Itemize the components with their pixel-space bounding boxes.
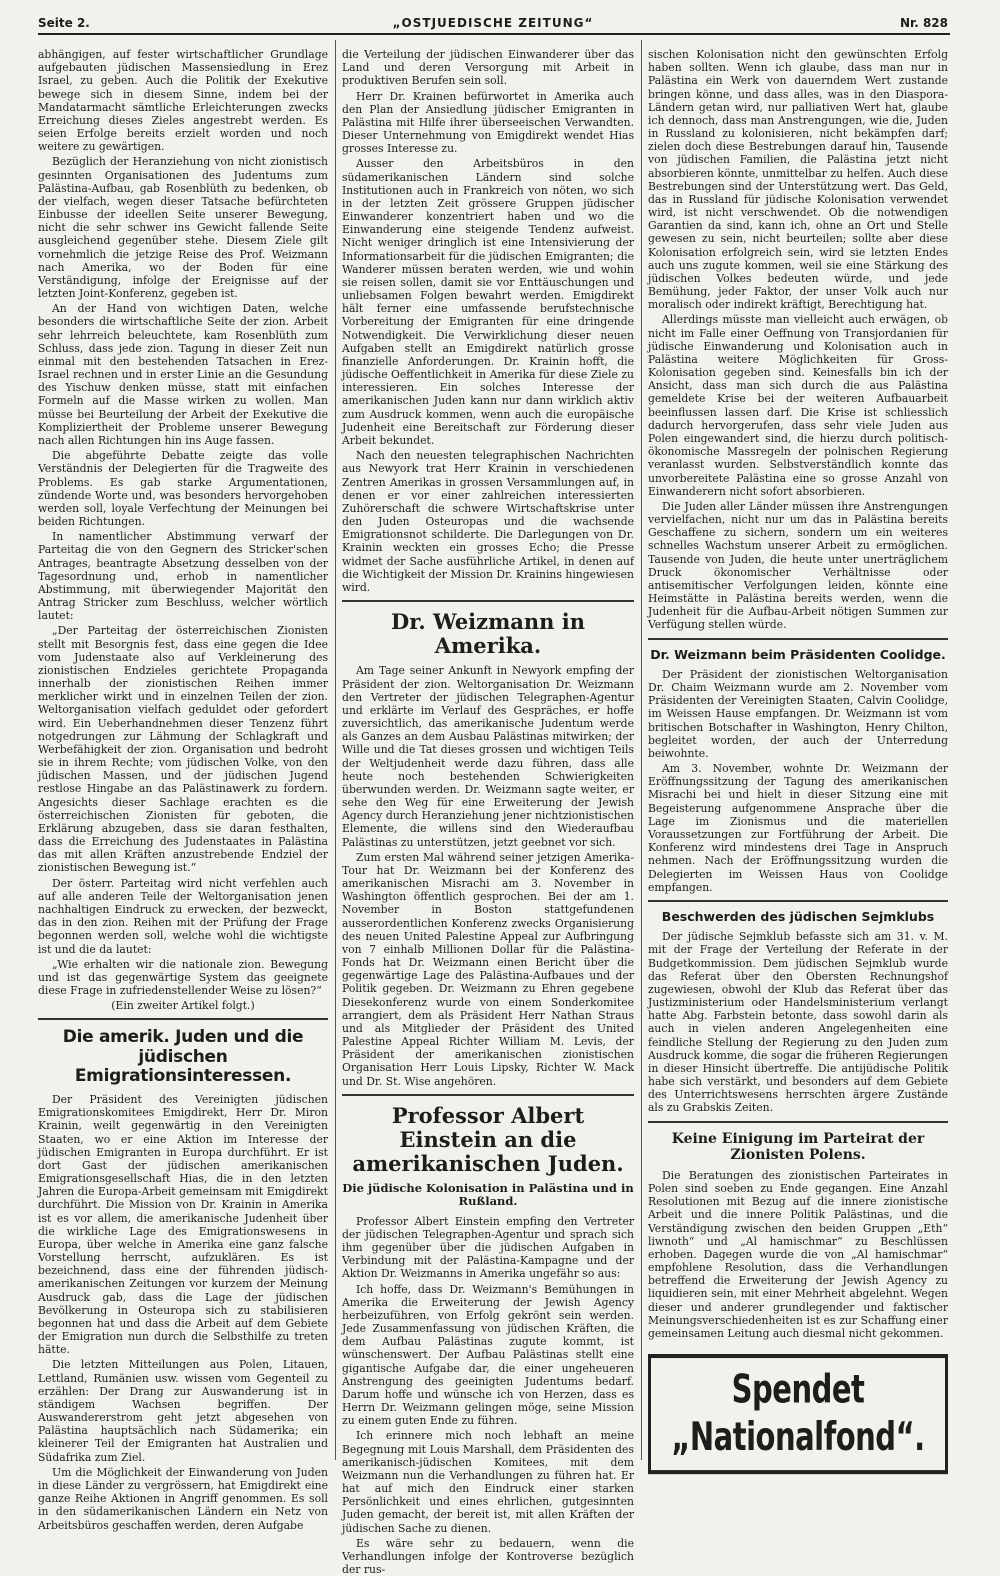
column-1 [38, 48, 328, 1532]
subheadline-einstein: Die jüdische Kolonisation in Palästina und in Rußland. [342, 1181, 634, 1209]
article-separator [648, 638, 948, 640]
article-text: Bezüglich der Heranziehung von nicht zionistisch gesinnten Organisationen des Judentums zum Palästina-Aufbau, gab Rosenblüth zu bedenken, ob der vielfach, wegen dieser Tatsache befürchteten Einbusse der ideellen Seite unserer Bewegung, nicht die sehr schwer ins Gewicht fallende Seite ausgleichend gegenüber stehe. Diesem Ziele gilt vornehmlich die jetzige Reise des Prof. Weizmann nach Amerika, wo der Boden für eine Verständigung, infolge der Ereignisse auf der letzten Joint-Konferenz, gegeben ist. [38, 155, 328, 301]
issue-number: Nr. 828 [899, 16, 948, 30]
article-text: Ich erinnere mich noch lebhaft an meine Begegnung mit Louis Marshall, dem Präsidenten des amerikanisch-jüdischen Komitees, mit dem Weizmann nun die Verhandlungen zu führen hat. Er hat auf mich den Eindruck einer starken Persönlichkeit und eines ehrlichen, gutgesinnten Juden gemacht, der bereit ist, mit allen Kräften der jüdischen Sache zu dienen. [342, 1429, 634, 1535]
article-separator [342, 600, 634, 602]
article-text: Allerdings müsste man vielleicht auch erwägen, ob nicht im Falle einer Oeffnung von Transjordanien für jüdische Einwanderung und Kolonisation auch in Palästina weitere Möglichkeiten für Gross-Kolonisation gegeben sind. Keinesfalls bin ich der Ansicht, dass man sich durch die aus Palästina gemeldete Krise bei der weiteren Aufbauarbeit beeinflussen lassen darf. Die Krise ist schliesslich dadurch hervorgerufen, dass sehr viele Juden aus Polen eingewandert sind, die hierzu durch politisch-ökonomische Massregeln der polnischen Regierung veranlasst wurden. Selbstverständlich konnte das unvorbereitete Palästina eine so grosse Anzahl von Einwanderern nicht sofort absorbieren. [648, 313, 948, 498]
column-2 [342, 48, 634, 1576]
headline-parteirat: Keine Einigung im Parteirat der Zionisten Polens. [671, 1130, 925, 1163]
header-rule [38, 33, 950, 35]
article-separator [648, 1121, 948, 1123]
article-text: Die Beratungen des zionistischen Parteirates in Polen sind soeben zu Ende gegangen. Eine Anzahl Resolutionen mit Bezug auf die innere zionistische Arbeit und die innere Politik Palästinas, und die Verständigung zwischen den beiden Gruppen „Eth“ liwnoth“ und „Al hamischmar“ zu Beschlüssen erhoben. Dagegen wurde die von „Al hamischmar“ empfohlene Resolution, dass die Verhandlungen betreffend die Erweiterung der Jewish Agency zu liquidieren sein, mit einer Mehrheit abgelehnt. Wegen dieser und anderer grundlegender und faktischer Meinungsverschiedenheiten ist es zur Schaffung einer gemeinsamen Leitung auch diesmal nicht gekommen. [648, 1168, 948, 1340]
article-text: Nach den neuesten telegraphischen Nachrichten aus Newyork trat Herr Krainin in verschiedenen Zentren Amerikas in grossen Versammlungen auf, in denen er vor einer zahlreichen interessierten Zuhörerschaft die schwere Wirtschaftskrise unter den Juden Osteuropas und die wachsende Emigrationsnot schilderte. Die Darlegungen von Dr. Krainin weckten ein grosses Echo; die Presse widmet der Sache ausführliche Artikel, in denen auf die Wichtigkeit der Mission Dr. Krainins hingewiesen wird. [342, 449, 634, 594]
article-text: Professor Albert Einstein empfing den Vertreter der jüdischen Telegraphen-Agentur und sprach sich ihm gegenüber über die jüdischen Aufgaben in Verbindung mit der Palästina-Kampagne und der Aktion Dr. Weizmanns in Amerika ungefähr so aus: [342, 1214, 634, 1281]
article-text: die Verteilung der jüdischen Einwanderer über das Land und deren Versorgung mit Arbeit in produktiven Berufen sein soll. [342, 48, 634, 88]
article-text: Die abgeführte Debatte zeigte das volle Verständnis der Delegierten für die Tragweite des Problems. Es gab starke Argumentationen, zündende Worte und, was besonders hervorgehoben werden soll, loyale Verfechtung der Meinungen bei beiden Richtungen. [38, 449, 328, 529]
newspaper-title: „OSTJUEDISCHE ZEITUNG“ [392, 16, 594, 30]
article-text: Die letzten Mitteilungen aus Polen, Litauen, Lettland, Rumänien usw. wissen vom Gegenteil zu erzählen: Der Drang zur Auswanderung ist in ständigem Wachsen begriffen. Der Auswandererstrom geht jetzt abgesehen von Palästina hauptsächlich nach Südamerika; ein kleinerer Teil der Emigranten hat Australien und Südafrika zum Ziel. [38, 1358, 328, 1464]
headline-weizmann-amerika: Dr. Weizmann in Amerika. [390, 609, 586, 659]
article-text: Der jüdische Sejmklub befasste sich am 31. v. M. mit der Frage der Verteilung der Referate in der Budgetkommission. Dem jüdischen Sejmklub wurde das Referat über den Obersten Rechnungshof zugewiesen, obwohl der Klub das Referat über das Justizministerium oder Handelsministerium verlangt hatte Abg. Farbstein betonte, dass sowohl darin als auch in vielen anderen Angelegenheiten eine feindliche Stellung der Regierung zu den Juden zum Ausdruck komme, die sogar die früheren Regierungen in dieser Hinsicht übertreffe. Die antijüdische Politik habe sich verstärkt, und besonders auf dem Gebiete des Unterrichtswesens herrschten ärgere Zustände als zu Grabskis Zeiten. [648, 930, 948, 1115]
article-separator [38, 1018, 328, 1020]
article-text: Ausser den Arbeitsbüros in den südamerikanischen Ländern sind solche Institutionen auch in Frankreich von nöten, wo sich in der letzten Zeit grössere Gruppen jüdischer Einwanderer konzentriert haben und wo die Einwanderung eine steigende Tendenz aufweist. Nicht weniger dringlich ist eine Intensivierung der Informationsarbeit für die jüdischen Emigranten; die Wanderer müssen beraten werden, wie und wohin sie reisen sollen, damit sie vor Enttäuschungen und unliebsamen Folgen bewahrt werden. Emigdirekt hält ferner eine umfassende berufstechnische Vorbereitung der Emigranten für eine dringende Notwendigkeit. Die Verwirklichung dieser neuen Aufgaben stellt an Emigdirekt natürlich grosse finanzielle Anforderungen. Dr. Krainin hofft, die jüdische Oeffentlichkeit in Amerika für diese Ziele zu interessieren. Ein solches Interesse der amerikanischen Juden kann nur dann wirklich aktiv zum Ausdruck kommen, wenn auch die europäische Judenheit eine Bereitschaft zur Förderung dieser Arbeit bekundet. [342, 157, 634, 447]
article-text: Ich hoffe, dass Dr. Weizmann's Bemühungen in Amerika die Erweiterung der Jewish Agency herbeizuführen, von Erfolg gekrönt sein werden. Jede Zusammenfassung von jüdischen Kräften, die dem Aufbau Palästinas zugute kommt, ist wünschenswert. Der Aufbau Palästinas stellt eine gigantische Aufgabe dar, die einer ungeheueren Anstrengung des geeinigten Judentums bedarf. Darum hoffe und wünsche ich von Herzen, dass es Herrn Dr. Weizmann gelingen möge, seine Mission zu einem guten Ende zu führen. [342, 1282, 634, 1428]
page-header [38, 16, 948, 34]
article-text: Der Präsident des Vereinigten jüdischen Emigrationskomitees Emigdirekt, Herr Dr. Miron Krainin, weilt gegenwärtig in den Vereinigten Staaten, wo er eine Aktion im Interesse der jüdischen Emigranten in Europa durchführt. Er ist dort Gast der jüdischen amerikanischen Emigrationsgesellschaft Hias, die in den letzten Jahren die Europa-Arbeit gemeinsam mit Emigdirekt durchführt. Die Mission von Dr. Krainin in Amerika ist es vor allem, die amerikanische Judenheit über die wirkliche Lage des Emigrationswesens in Europa, über welche in Amerika eine ganz falsche Vorstellung herrscht, aufzuklären. Es ist bezeichnend, dass eine der führenden jüdisch-amerikanischen Zeitungen vor kurzem der Meinung Ausdruck gab, dass die Lage der jüdischen Bevölkerung in Osteuropa sich zu stabilisieren begonnen hat und dass die Arbeit auf dem Gebiete der Emigration nun durch die Selbsthilfe zu treten hätte. [38, 1093, 328, 1357]
headline-coolidge: Dr. Weizmann beim Präsidenten Coolidge. [650, 646, 946, 662]
article-text: Der Präsident der zionistischen Weltorganisation Dr. Chaim Weizmann wurde am 2. November vom Präsidenten der Vereinigten Staaten, Calvin Coolidge, im Weissen Hause empfangen. Dr. Weizmann ist vom britischen Botschafter in Washington, Henry Chilton, begleitet worden, der auch der Unterredung beiwohnte. [648, 667, 948, 760]
column-divider-2 [641, 40, 642, 1460]
nationalfond-advertisement: Spendet „Nationalfond“. [648, 1354, 948, 1474]
article-text: abhängigen, auf fester wirtschaftlicher Grundlage aufgebauten jüdischen Massensiedlung in Erez Israel, zu geben. Auch die Politik der Exekutive bewege sich in diesem Sinne, indem bei der Mandatarmacht sämtliche Erleichterungen zwecks Erreichung dieses Zieles angestrebt werden. Es seien Erfolge bereits erzielt worden und noch weitere zu gewärtigen. [38, 48, 328, 154]
resolution-quote: „Der Parteitag der österreichischen Zionisten stellt mit Besorgnis fest, dass eine gegen die Idee vom Judenstaate also auf Verkleinerung des zionistischen Endzieles gerichtete Propaganda innerhalb der zionistischen Reihen immer merklicher wirkt und in einzelnen Teilen der zion. Weltorganisation vielfach geduldet oder gefordert wird. Ein Ueberhandnehmen dieser Tenzenz führt notgedrungen zur Lähmung der Schlagkraft und Werbefähigkeit der zion. Organisation und bedroht sie in ihrem Rechte; vom jüdischen Volke, von den jüdischen Massen, und der jüdischen Jugend restlose Hingabe an das Palästinawerk zu fordern. Angesichts dieser Sachlage erachten es die österreichischen Zionisten für geboten, die Erklärung abzugeben, dass sie daran festhalten, dass die Erreichung des Judenstaates in Palästina das mit allen Kräften anzustrebende Endziel der zionistischen Bewegung ist.“ [38, 624, 328, 875]
headline-emigration: Die amerik. Juden und die jüdischen Emigrationsinteressen. [62, 1027, 304, 1087]
column-3 [648, 48, 948, 1458]
article-text: Es wäre sehr zu bedauern, wenn die Verhandlungen infolge der Kontroverse bezüglich der rus- [342, 1536, 634, 1576]
article-text: An der Hand von wichtigen Daten, welche besonders die wirtschaftliche Seite der zion. Arbeit sehr lehrreich beleuchtete, kam Rosenblüth zum Schluss, dass jede zion. Tagung in dieser Zeit nun einmal mit den bestehenden Tatsachen in Erez-Israel rechnen und in erster Linie an die Gesundung des Yischuw denken müsse, statt mit einfachen Formeln auf die Masse wirken zu wollen. Man müsse bei Beurteilung der Arbeit der Exekutive die Kompliziertheit der Probleme unserer Bewegung nach allen Richtungen hin ins Auge fassen. [38, 302, 328, 447]
article-text: Um die Möglichkeit der Einwanderung von Juden in diese Länder zu vergrössern, hat Emigdirekt eine ganze Reihe Aktionen in Angriff genommen. Es soll in den südamerikanischen Ländern ein Netz von Arbeitsbüros geschaffen werden, deren Aufgabe [38, 1465, 328, 1532]
article-text: Der österr. Parteitag wird nicht verfehlen auch auf alle anderen Teile der Weltorganisation jenen nachhaltigen Eindruck zu erwecken, der bezweckt, das in den zion. Reihen mit der Prüfung der Frage begonnen werden soll, welche wohl die wichtigste ist und die da lautet: [38, 876, 328, 956]
headline-sejmklub: Beschwerden des jüdischen Sejmklubs [661, 908, 935, 924]
article-text: Am Tage seiner Ankunft in Newyork empfing der Präsident der zion. Weltorganisation Dr. Weizmann den Vertreter der jüdischen Telegraphen-Agentur und erklärte im Verlauf des Gespräches, er hoffe zuversichtlich, das amerikanische Judentum werde als Ganzes an dem Ausbau Palästinas mitwirken; der Wille und die Tat dieses grossen und wichtigen Teils der Weltjudenheit werde dazu führen, dass alle heute noch bestehenden Schwierigkeiten überwunden werden. Dr. Weizmann sagte weiter, er sehe den Weg für eine Erweiterung der Jewish Agency durch Heranziehung jener nichtzionistischen Elemente, die willens sind den Wiederaufbau Palästinas zu unterstützen, jetzt geebnet vor sich. [342, 664, 634, 849]
article-text: Am 3. November, wohnte Dr. Weizmann der Eröffnungssitzung der Tagung des amerikanischen Misrachi bei und hielt in dieser Sitzung eine mit Begeisterung aufgenommene Ansprache über die Lage im Zionismus und die materiellen Voraussetzungen zur Fortführung der Arbeit. Die Konferenz wird mindestens drei Tage in Anspruch nehmen. Nach der Eröffnungssitzung wurden die Delegierten im Weissen Haus von Coolidge empfangen. [648, 762, 948, 894]
article-text: Zum ersten Mal während seiner jetzigen Amerika-Tour hat Dr. Weizmann bei der Konferenz des amerikanischen Misrachi am 3. November in Washington öffentlich gesprochen. Bei der am 1. November in Boston stattgefundenen ausserordentlichen Konferenz zwecks Organisierung des neuen United Palestine Appeal zur Aufbringung von 7 einhalb Millionen Dollar für die Palästina-Fonds hat Dr. Weizmann einen Bericht über die gegenwärtige Lage des Palästina-Aufbaues und der Politik gegeben. Dr. Weizmann zu Ehren gegebene Diesekonferenz wurde von einem Sonderkomitee arrangiert, dem als Präsident Herr Nathan Straus und als Mitglieder der Präsident des United Palestine Appeal Richter William M. Levis, der Präsident der amerikanischen zionistischen Organisation Herr Louis Lipsky, Richter W. Mack und Dr. St. Wise angehören. [342, 850, 634, 1088]
column-divider-1 [335, 40, 336, 1460]
article-text: Herr Dr. Krainen befürwortet in Amerika auch den Plan der Ansiedlung jüdischer Emigranten in Palästina mit Hilfe ihrer überseeischen Verwandten. Dieser Unternehmung von Emigdirekt wendet Hias grosses Interesse zu. [342, 89, 634, 156]
article-text: Die Juden aller Länder müssen ihre Anstrengungen vervielfachen, nicht nur um das in Palästina bereits Geschaffene zu sichern, sondern um ein weiteres schnelles Wachstum unserer Arbeit zu ermöglichen. Tausende von Juden, die heute unter unerträglichem Druck ökonomischer Verhältnisse oder antisemitischer Verfolgungen leiden, könnte eine Heimstätte in Palästina bereits werden, wenn die Judenheit für die Aufbau-Arbeit nötigen Summen zur Verfügung stellen würde. [648, 499, 948, 632]
article-separator [648, 900, 948, 902]
article-text: In namentlicher Abstimmung verwarf der Parteitag die von den Gegnern des Stricker'schen Antrages, beantragte Absetzung desselben von der Tagesordnung und, erhob in namentlicher Abstimmung, mit überwiegender Majorität den Antrag Stricker zum Beschluss, welcher wörtlich lautet: [38, 530, 328, 623]
article-text: sischen Kolonisation nicht den gewünschten Erfolg haben sollten. Wenn ich glaube, dass man nur in Palästina ein Werk von dauerndem Wert zustande bringen könne, und dass alles, was in den Diaspora-Ländern getan wird, nur palliativen Wert hat, glaube ich dennoch, dass man Anstrengungen, wie die, Juden in Russland zu kolonisieren, nicht bekämpfen darf; zielen doch diese Bestrebungen darauf hin, Tausende von jüdischen Familien, die Palästina jetzt nicht absorbieren könnte, unmittelbar zu helfen. Auch diese Bestrebungen sind der Unterstützung wert. Das Geld, das in Russland für jüdische Kolonisation verwendet wird, ist nicht verschwendet. Ob die notwendigen Garantien da sind, kann ich, ohne an Ort und Stelle gewesen zu sein, nicht beurteilen; sollte aber diese Kolonisation erfolgreich sein, wird sie letzten Endes auch uns zugute kommen, weil sie eine Stärkung des jüdischen Volkes bedeuten würde, und jede Bemühung, jeder Faktor, der unser Volk auch nur moralisch oder indirekt kräftigt, Berechtigung hat. [648, 48, 948, 312]
page-number: Seite 2. [38, 16, 90, 30]
question-quote: „Wie erhalten wir die nationale zion. Bewegung und ist das gegenwärtige System das geeignete diese Frage in zufriedenstellender Weise zu lösen?“ [38, 957, 328, 998]
followup-note: (Ein zweiter Artikel folgt.) [111, 999, 255, 1013]
article-separator [342, 1094, 634, 1096]
headline-einstein: Professor Albert Einstein an die amerikanischen Juden. [352, 1102, 624, 1177]
